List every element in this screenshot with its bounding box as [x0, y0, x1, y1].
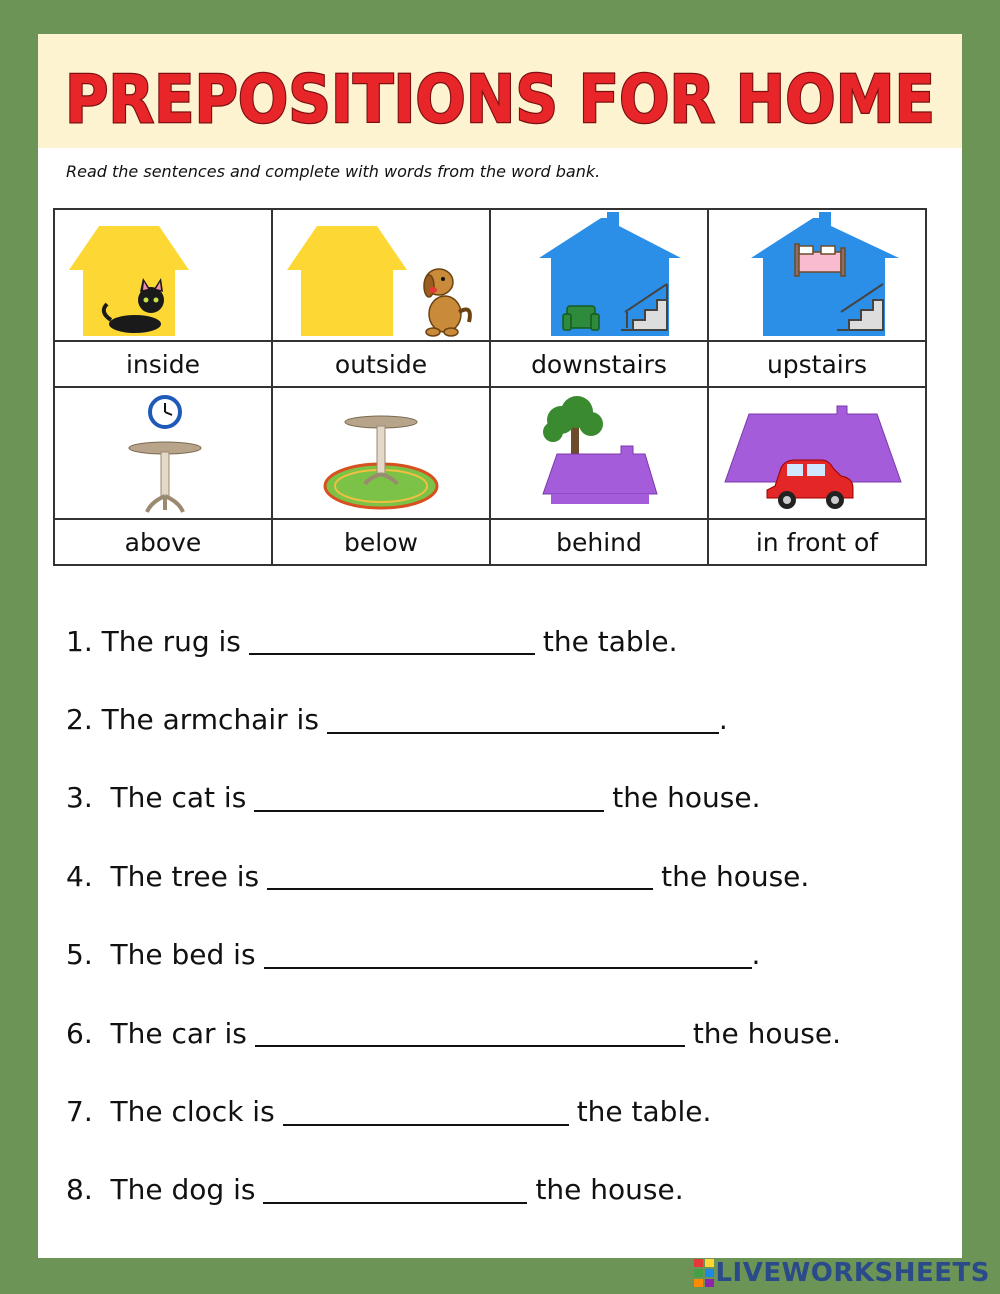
answer-blank-1[interactable] [249, 627, 535, 655]
clock-above-table-icon [55, 390, 271, 516]
house-bed-upstairs-icon [709, 212, 925, 338]
word-above: above [54, 519, 272, 565]
answer-blank-5[interactable] [264, 941, 752, 969]
sentence-3-before: 3. The cat is [66, 781, 247, 815]
sentence-4-after: the house. [661, 859, 810, 893]
sentence-6 [66, 994, 956, 1072]
liveworksheets-logo-icon [693, 1258, 715, 1288]
sentence-list [66, 602, 956, 1229]
sentence-2 [66, 680, 956, 758]
house-cat-inside-icon [55, 212, 271, 338]
sentence-6-before: 6. The car is [66, 1016, 247, 1050]
sentence-7 [66, 1072, 956, 1150]
answer-blank-3[interactable] [254, 784, 604, 812]
word-bank-picture-outside [272, 209, 490, 341]
sentence-5 [66, 916, 956, 994]
sentence-6-after: the house. [692, 1016, 842, 1050]
instruction-text: Read the sentences and complete with words from the word bank. [66, 162, 601, 181]
word-bank-picture-in-front-of [708, 387, 926, 519]
house-dog-outside-icon [273, 212, 489, 338]
answer-blank-7[interactable] [283, 1098, 569, 1126]
word-bank-picture-below [272, 387, 490, 519]
sentence-1-after: the table. [542, 624, 678, 658]
sentence-2-before: 2. The armchair is [66, 703, 319, 737]
answer-blank-6[interactable] [255, 1019, 685, 1047]
liveworksheets-logo-text: LIVEWORKSHEETS [715, 1258, 990, 1288]
word-in-front-of: in front of [708, 519, 926, 565]
answer-blank-8[interactable] [263, 1176, 527, 1204]
tree-behind-house-icon [491, 390, 707, 516]
sentence-8-before: 8. The dog is [66, 1173, 256, 1207]
answer-blank-4[interactable] [267, 862, 653, 890]
word-inside: inside [54, 341, 272, 387]
worksheet [38, 34, 962, 1258]
sentence-4-before: 4. The tree is [66, 859, 260, 893]
word-bank-table [53, 208, 927, 566]
word-behind: behind [490, 519, 708, 565]
sentence-1-before: 1. The rug is [66, 624, 241, 658]
sentence-2-after: . [718, 703, 728, 737]
word-bank-picture-inside [54, 209, 272, 341]
answer-blank-2[interactable] [327, 706, 719, 734]
page-title: PREPOSITIONS FOR HOME [65, 61, 935, 138]
word-upstairs: upstairs [708, 341, 926, 387]
title-band [38, 34, 962, 148]
sentence-5-after: . [751, 938, 761, 972]
sentence-3 [66, 759, 956, 837]
sentence-4 [66, 837, 956, 915]
sentence-7-after: the table. [576, 1095, 712, 1129]
word-bank-picture-downstairs [490, 209, 708, 341]
sentence-1 [66, 602, 956, 680]
rug-below-table-icon [273, 390, 489, 516]
word-downstairs: downstairs [490, 341, 708, 387]
word-outside: outside [272, 341, 490, 387]
word-bank-picture-upstairs [708, 209, 926, 341]
word-below: below [272, 519, 490, 565]
sentence-8-after: the house. [535, 1173, 684, 1207]
sentence-5-before: 5. The bed is [66, 938, 256, 972]
title-svg [38, 34, 962, 148]
car-in-front-of-house-icon [709, 390, 925, 516]
sentence-3-after: the house. [612, 781, 761, 815]
sentence-8 [66, 1151, 956, 1229]
sentence-7-before: 7. The clock is [66, 1095, 275, 1129]
word-bank-picture-behind [490, 387, 708, 519]
liveworksheets-logo [693, 1258, 990, 1288]
word-bank-picture-above [54, 387, 272, 519]
house-armchair-downstairs-icon [491, 212, 707, 338]
